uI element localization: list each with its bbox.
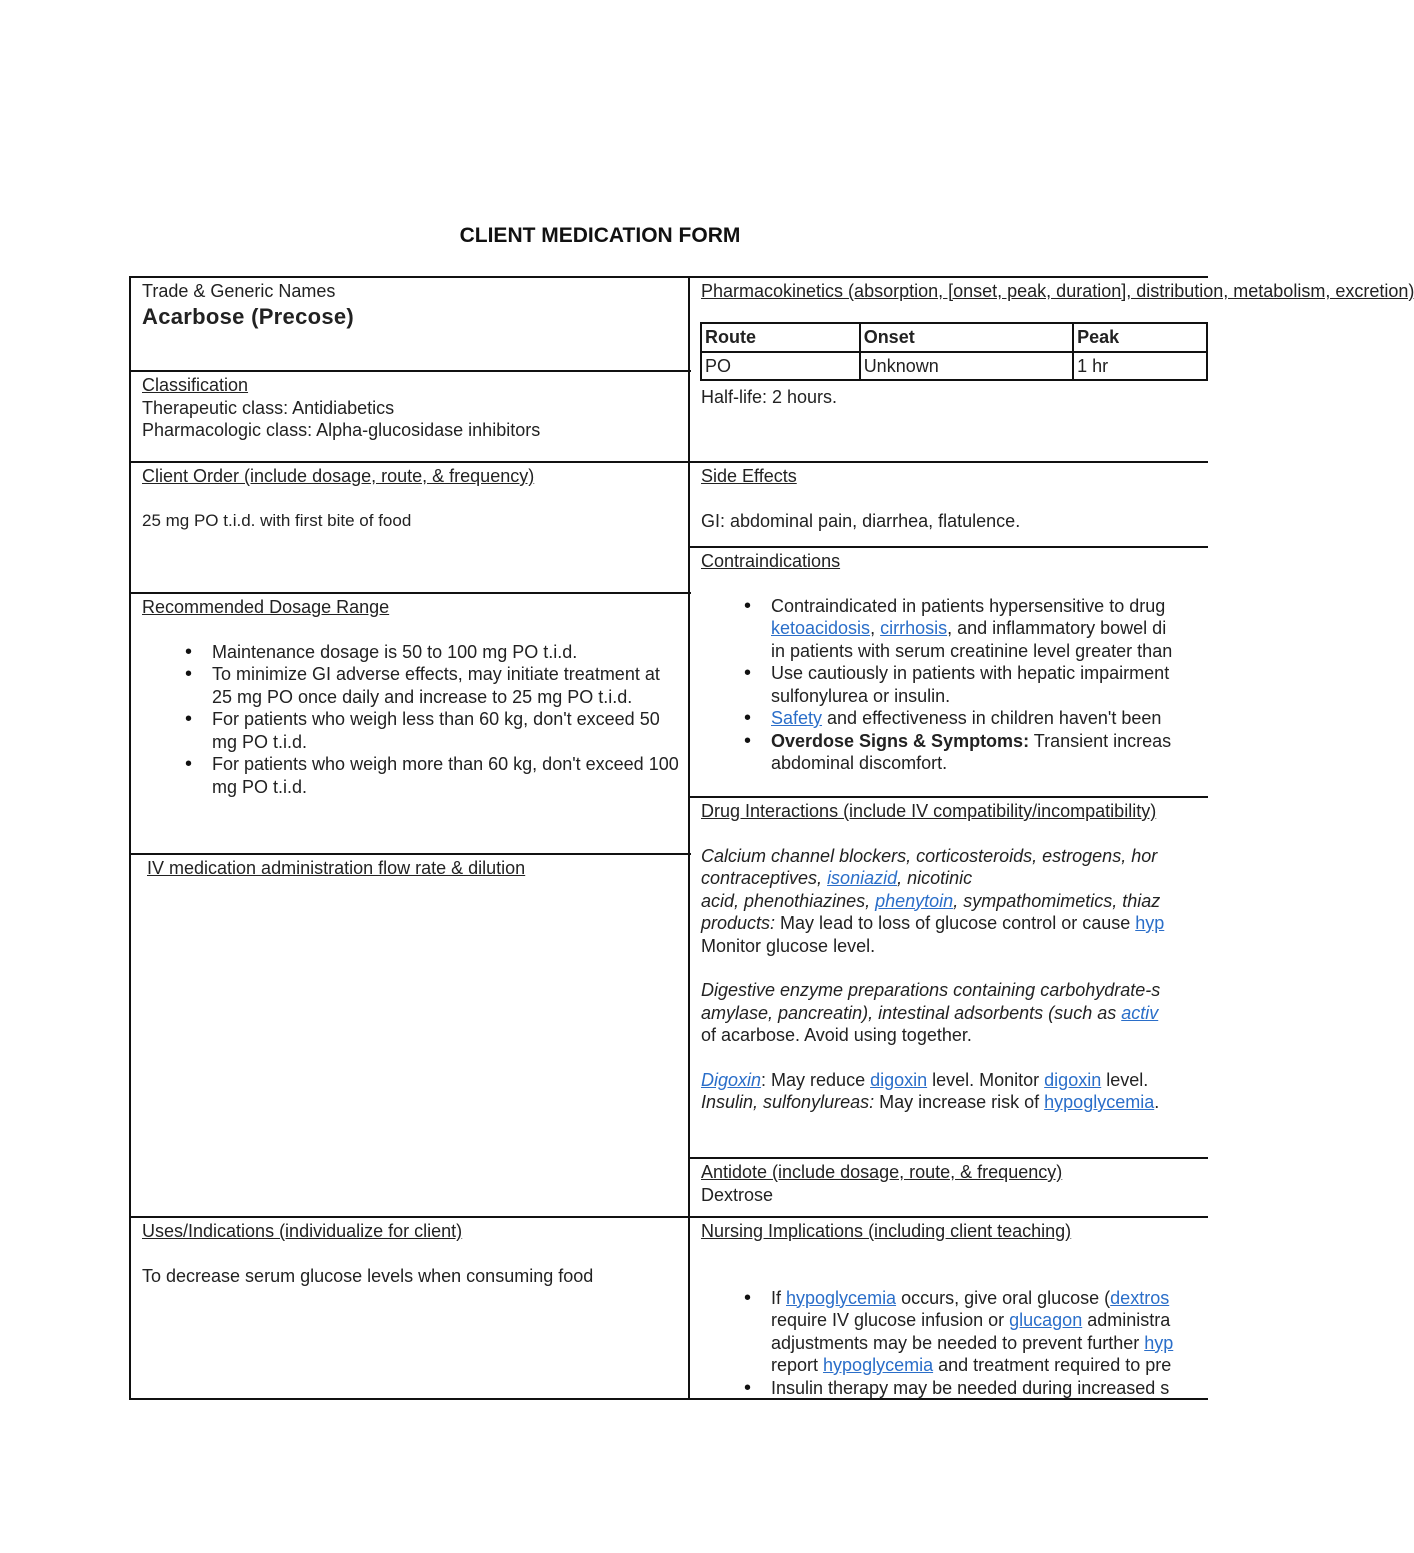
list-item: • For patients who weigh less than 60 kg, don't exceed 50 mg PO t.i.d.	[142, 708, 681, 753]
nursing-text: adjustments may be needed to prevent further	[771, 1332, 1145, 1353]
interaction-text: products:	[701, 913, 776, 933]
interaction-text: May increase risk of	[874, 1092, 1045, 1112]
interaction-text: Calcium channel blockers, corticosteroids, estrogens, hor	[701, 845, 1158, 866]
cirrhosis-link[interactable]: cirrhosis	[880, 618, 948, 638]
hypoglycemia-link[interactable]: hypoglycemia	[823, 1355, 934, 1375]
classification-heading: Classification	[142, 375, 249, 395]
digoxin-link[interactable]: Digoxin	[701, 1069, 762, 1090]
nursing-text: administra	[1082, 1310, 1171, 1330]
side-effects-cell	[688, 461, 1208, 549]
side-effects-text: GI: abdominal pain, diarrhea, flatulence.	[701, 510, 1021, 531]
interaction-text: amylase, pancreatin), intestinal adsorbents (such as	[701, 1002, 1122, 1023]
interaction-text: acid, phenothiazines,	[701, 890, 876, 911]
nursing-text: If	[771, 1287, 787, 1308]
hypoglycemia-link[interactable]: hypoglycemia	[786, 1287, 897, 1308]
hypoglycemia-link[interactable]: hyp	[1144, 1332, 1174, 1353]
client-order-heading: Client Order (include dosage, route, & frequency)	[142, 466, 535, 486]
pk-header-peak: Peak	[1073, 323, 1207, 352]
list-item: • For patients who weigh more than 60 kg, don't exceed 100 mg PO t.i.d.	[142, 753, 681, 798]
contra-text: ,	[870, 618, 881, 638]
interaction-text: , sympathomimetics, thiaz	[953, 890, 1161, 911]
interaction-text: level. Monitor	[927, 1069, 1045, 1090]
activated-charcoal-link[interactable]: activ	[1121, 1002, 1159, 1023]
iv-administration-cell	[129, 853, 691, 1218]
dosage-range-cell	[129, 592, 691, 855]
uses-cell	[129, 1216, 691, 1400]
antidote-heading: Antidote (include dosage, route, & frequency)	[701, 1162, 1063, 1182]
pk-header-route: Route	[701, 323, 860, 352]
interaction-text: May lead to loss of glucose control or cause	[775, 913, 1136, 933]
glucagon-link[interactable]: glucagon	[1009, 1310, 1083, 1330]
contraindications-cell	[688, 546, 1208, 798]
contra-text: Contraindicated in patients hypersensitive to drug	[771, 595, 1166, 616]
hypoglycemia-link[interactable]: hypoglycemia	[1044, 1092, 1155, 1112]
uses-heading: Uses/Indications (individualize for client)	[142, 1221, 463, 1241]
dextrose-link[interactable]: dextros	[1110, 1287, 1170, 1308]
list-item: • Insulin therapy may be needed during increased s	[701, 1377, 1198, 1400]
interaction-text: .	[1154, 1092, 1160, 1112]
list-item	[701, 707, 1198, 730]
nursing-text: report	[771, 1355, 824, 1375]
dosage-range-heading: Recommended Dosage Range	[142, 597, 390, 617]
contra-text: in patients with serum creatinine level greater than	[771, 640, 1173, 661]
list-item	[701, 662, 1198, 707]
nursing-text: require IV glucose infusion or	[771, 1310, 1010, 1330]
interaction-text: : May reduce	[761, 1069, 871, 1090]
contra-text: abdominal discomfort.	[771, 753, 948, 773]
half-life: Half-life: 2 hours.	[701, 387, 838, 407]
antidote-cell	[688, 1157, 1208, 1218]
safety-link[interactable]: Safety	[771, 708, 823, 728]
isoniazid-link[interactable]: isoniazid	[827, 868, 898, 888]
interaction-text: of acarbose. Avoid using together.	[701, 1025, 972, 1045]
therapeutic-class: Therapeutic class: Antidiabetics	[142, 397, 395, 418]
uses-text: To decrease serum glucose levels when consuming food	[142, 1265, 594, 1286]
interaction-text: , nicotinic	[897, 868, 973, 888]
interaction-text: Digestive enzyme preparations containing carbohydrate-s	[701, 980, 1161, 1000]
antidote-text: Dextrose	[701, 1184, 774, 1205]
list-item	[701, 730, 1198, 775]
dosage-list	[142, 641, 681, 799]
pk-heading: Pharmacokinetics (absorption, [onset, peak, duration], distribution, metabolism, excretion)	[701, 281, 1414, 301]
page-title: CLIENT MEDICATION FORM	[459, 224, 741, 247]
trade-names-heading: Trade & Generic Names	[142, 281, 336, 301]
list-item: • Maintenance dosage is 50 to 100 mg PO t.i.d.	[142, 641, 681, 664]
interaction-text: contraceptives,	[701, 868, 828, 888]
classification-cell	[129, 370, 691, 463]
nursing-heading: Nursing Implications (including client teaching)	[701, 1221, 1072, 1241]
side-effects-heading: Side Effects	[701, 466, 797, 486]
client-order-cell	[129, 461, 691, 594]
contra-text: Transient increas	[1029, 730, 1172, 751]
digoxin-link[interactable]: digoxin	[870, 1069, 928, 1090]
list-item	[701, 1287, 1198, 1377]
pk-onset-value: Unknown	[860, 352, 1073, 381]
table-row	[701, 352, 1207, 381]
nursing-text: and treatment required to pre	[933, 1355, 1172, 1375]
interaction-text: Insulin, sulfonylureas:	[701, 1092, 875, 1112]
contra-text: Use cautiously in patients with hepatic impairment	[771, 663, 1170, 683]
pk-route-value: PO	[701, 352, 860, 381]
nursing-text: occurs, give oral glucose (	[896, 1287, 1111, 1308]
interaction-text: Monitor glucose level.	[701, 935, 876, 956]
nursing-list	[701, 1287, 1198, 1400]
list-item	[701, 595, 1198, 663]
pk-peak-value: 1 hr	[1073, 352, 1207, 381]
pharmacokinetics-cell	[688, 276, 1414, 463]
contraindications-list	[701, 595, 1198, 775]
drug-interactions-cell	[688, 796, 1208, 1159]
iv-heading: IV medication administration flow rate & dilution	[147, 858, 526, 878]
contra-text: sulfonylurea or insulin.	[771, 685, 951, 706]
pharmacologic-class: Pharmacologic class: Alpha-glucosidase inhibitors	[142, 420, 541, 440]
pk-header-onset: Onset	[860, 323, 1073, 352]
list-item: • To minimize GI adverse effects, may initiate treatment at 25 mg PO once daily and increase to 25 mg PO t.i.d.	[142, 663, 681, 708]
pk-table	[700, 322, 1208, 381]
trade-names-cell	[129, 276, 691, 372]
ketoacidosis-link[interactable]: ketoacidosis	[771, 618, 871, 638]
contraindications-heading: Contraindications	[701, 551, 841, 571]
contra-text: and effectiveness in children haven't been	[822, 708, 1162, 728]
hypoglycemia-link[interactable]: hyp	[1135, 913, 1165, 933]
digoxin-link[interactable]: digoxin	[1044, 1069, 1102, 1090]
table-row	[701, 323, 1207, 352]
drug-name: Acarbose (Precose)	[142, 303, 355, 329]
interaction-text: level.	[1101, 1069, 1149, 1090]
interactions-heading: Drug Interactions (include IV compatibility/incompatibility)	[701, 801, 1157, 821]
client-order-text: 25 mg PO t.i.d. with first bite of food	[142, 510, 412, 530]
overdose-label: Overdose Signs & Symptoms:	[771, 730, 1030, 751]
contra-text: , and inflammatory bowel di	[947, 618, 1167, 638]
nursing-implications-cell	[688, 1216, 1208, 1400]
phenytoin-link[interactable]: phenytoin	[875, 890, 954, 911]
